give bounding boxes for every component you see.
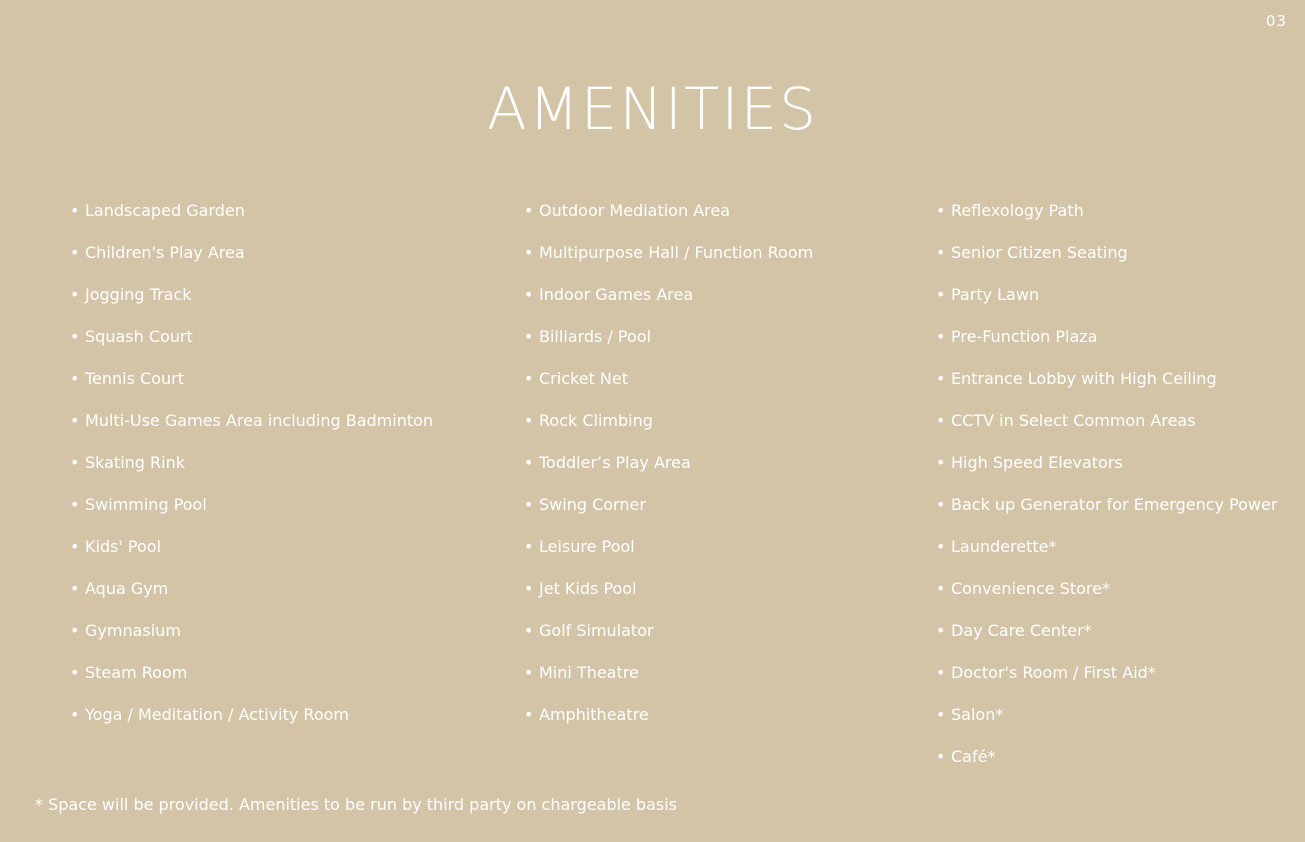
amenity-label: Cricket Net	[539, 369, 628, 388]
amenity-label: Pre-Function Plaza	[951, 327, 1098, 346]
list-item	[936, 662, 1296, 704]
bullet-icon: •	[524, 705, 534, 724]
list-item	[70, 200, 500, 242]
amenity-label: Café*	[951, 747, 996, 766]
amenity-label: Salon*	[951, 705, 1004, 724]
bullet-icon: •	[70, 453, 80, 472]
amenity-label: Entrance Lobby with High Ceiling	[951, 369, 1217, 388]
amenity-label: Multipurpose Hall / Function Room	[539, 243, 814, 262]
list-item	[936, 746, 1296, 788]
amenity-label: High Speed Elevators	[951, 453, 1123, 472]
amenity-label: Convenience Store*	[951, 579, 1110, 598]
bullet-icon: •	[70, 201, 80, 220]
amenities-column-2	[524, 200, 924, 746]
amenity-label: Kids' Pool	[85, 537, 162, 556]
amenity-label: Billiards / Pool	[539, 327, 652, 346]
bullet-icon: •	[70, 663, 80, 682]
list-item	[524, 494, 924, 536]
amenity-label: Senior Citizen Seating	[951, 243, 1128, 262]
amenity-label: Party Lawn	[951, 285, 1040, 304]
bullet-icon: •	[936, 327, 946, 346]
bullet-icon: •	[936, 453, 946, 472]
list-item	[70, 494, 500, 536]
amenity-label: Leisure Pool	[539, 537, 635, 556]
amenity-label: Skating Rink	[85, 453, 186, 472]
list-item	[524, 620, 924, 662]
list-item	[524, 284, 924, 326]
bullet-icon: •	[70, 285, 80, 304]
list-item	[936, 494, 1296, 536]
bullet-icon: •	[524, 243, 534, 262]
amenity-label: Swing Corner	[539, 495, 646, 514]
bullet-icon: •	[936, 495, 946, 514]
bullet-icon: •	[936, 537, 946, 556]
amenity-label: Yoga / Meditation / Activity Room	[85, 705, 349, 724]
amenity-label: Back up Generator for Emergency Power	[951, 495, 1278, 514]
list-item	[70, 536, 500, 578]
bullet-icon: •	[936, 411, 946, 430]
list-item	[524, 242, 924, 284]
list-item	[524, 578, 924, 620]
list-item	[936, 368, 1296, 410]
list-item	[936, 284, 1296, 326]
list-item	[524, 536, 924, 578]
page-title: AMENITIES	[487, 75, 818, 143]
bullet-icon: •	[936, 579, 946, 598]
bullet-icon: •	[524, 495, 534, 514]
amenity-label: Landscaped Garden	[85, 201, 245, 220]
list-item	[70, 410, 500, 452]
list-item	[524, 662, 924, 704]
list-item	[70, 452, 500, 494]
list-item	[524, 704, 924, 746]
list-item	[70, 578, 500, 620]
list-item	[936, 242, 1296, 284]
bullet-icon: •	[524, 453, 534, 472]
footnote: * Space will be provided. Amenities to be run by third party on chargeable basis	[35, 795, 678, 814]
list-item	[524, 368, 924, 410]
amenity-label: Rock Climbing	[539, 411, 653, 430]
bullet-icon: •	[524, 663, 534, 682]
amenity-label: Reflexology Path	[951, 201, 1084, 220]
list-item	[936, 326, 1296, 368]
list-item	[936, 410, 1296, 452]
list-item	[524, 200, 924, 242]
list-item	[936, 578, 1296, 620]
bullet-icon: •	[70, 705, 80, 724]
list-item	[70, 284, 500, 326]
list-item	[936, 452, 1296, 494]
bullet-icon: •	[70, 327, 80, 346]
bullet-icon: •	[936, 285, 946, 304]
bullet-icon: •	[936, 243, 946, 262]
list-item	[70, 662, 500, 704]
bullet-icon: •	[524, 411, 534, 430]
bullet-icon: •	[70, 537, 80, 556]
bullet-icon: •	[936, 747, 946, 766]
bullet-icon: •	[70, 579, 80, 598]
amenity-label: Outdoor Mediation Area	[539, 201, 731, 220]
list-item	[936, 536, 1296, 578]
amenity-label: Multi-Use Games Area including Badminton	[85, 411, 434, 430]
amenity-label: Jogging Track	[85, 285, 192, 304]
bullet-icon: •	[524, 579, 534, 598]
bullet-icon: •	[524, 621, 534, 640]
amenity-label: Mini Theatre	[539, 663, 639, 682]
list-item	[70, 326, 500, 368]
amenity-label: Toddler’s Play Area	[539, 453, 691, 472]
page-number: 03	[1265, 12, 1287, 30]
amenity-label: Gymnasium	[85, 621, 181, 640]
amenity-label: CCTV in Select Common Areas	[951, 411, 1196, 430]
bullet-icon: •	[936, 621, 946, 640]
amenities-column-3	[936, 200, 1296, 788]
amenity-label: Launderette*	[951, 537, 1057, 556]
amenity-label: Golf Simulator	[539, 621, 654, 640]
bullet-icon: •	[524, 369, 534, 388]
list-item	[524, 410, 924, 452]
bullet-icon: •	[70, 621, 80, 640]
list-item	[70, 704, 500, 746]
bullet-icon: •	[70, 243, 80, 262]
list-item	[524, 326, 924, 368]
list-item	[524, 452, 924, 494]
amenity-label: Children's Play Area	[85, 243, 245, 262]
list-item	[70, 368, 500, 410]
amenity-label: Steam Room	[85, 663, 188, 682]
list-item	[70, 242, 500, 284]
bullet-icon: •	[936, 663, 946, 682]
list-item	[936, 620, 1296, 662]
bullet-icon: •	[524, 537, 534, 556]
amenity-label: Tennis Court	[85, 369, 184, 388]
bullet-icon: •	[936, 201, 946, 220]
amenity-label: Doctor's Room / First Aid*	[951, 663, 1156, 682]
amenity-label: Indoor Games Area	[539, 285, 694, 304]
amenity-label: Squash Court	[85, 327, 193, 346]
amenity-label: Swimming Pool	[85, 495, 207, 514]
bullet-icon: •	[70, 411, 80, 430]
bullet-icon: •	[70, 369, 80, 388]
bullet-icon: •	[70, 495, 80, 514]
bullet-icon: •	[524, 285, 534, 304]
amenity-label: Amphitheatre	[539, 705, 649, 724]
list-item	[936, 704, 1296, 746]
list-item	[70, 620, 500, 662]
amenity-label: Aqua Gym	[85, 579, 169, 598]
amenity-label: Jet Kids Pool	[539, 579, 637, 598]
bullet-icon: •	[524, 201, 534, 220]
bullet-icon: •	[936, 705, 946, 724]
list-item	[936, 200, 1296, 242]
amenities-column-1	[70, 200, 500, 746]
bullet-icon: •	[936, 369, 946, 388]
bullet-icon: •	[524, 327, 534, 346]
amenity-label: Day Care Center*	[951, 621, 1092, 640]
